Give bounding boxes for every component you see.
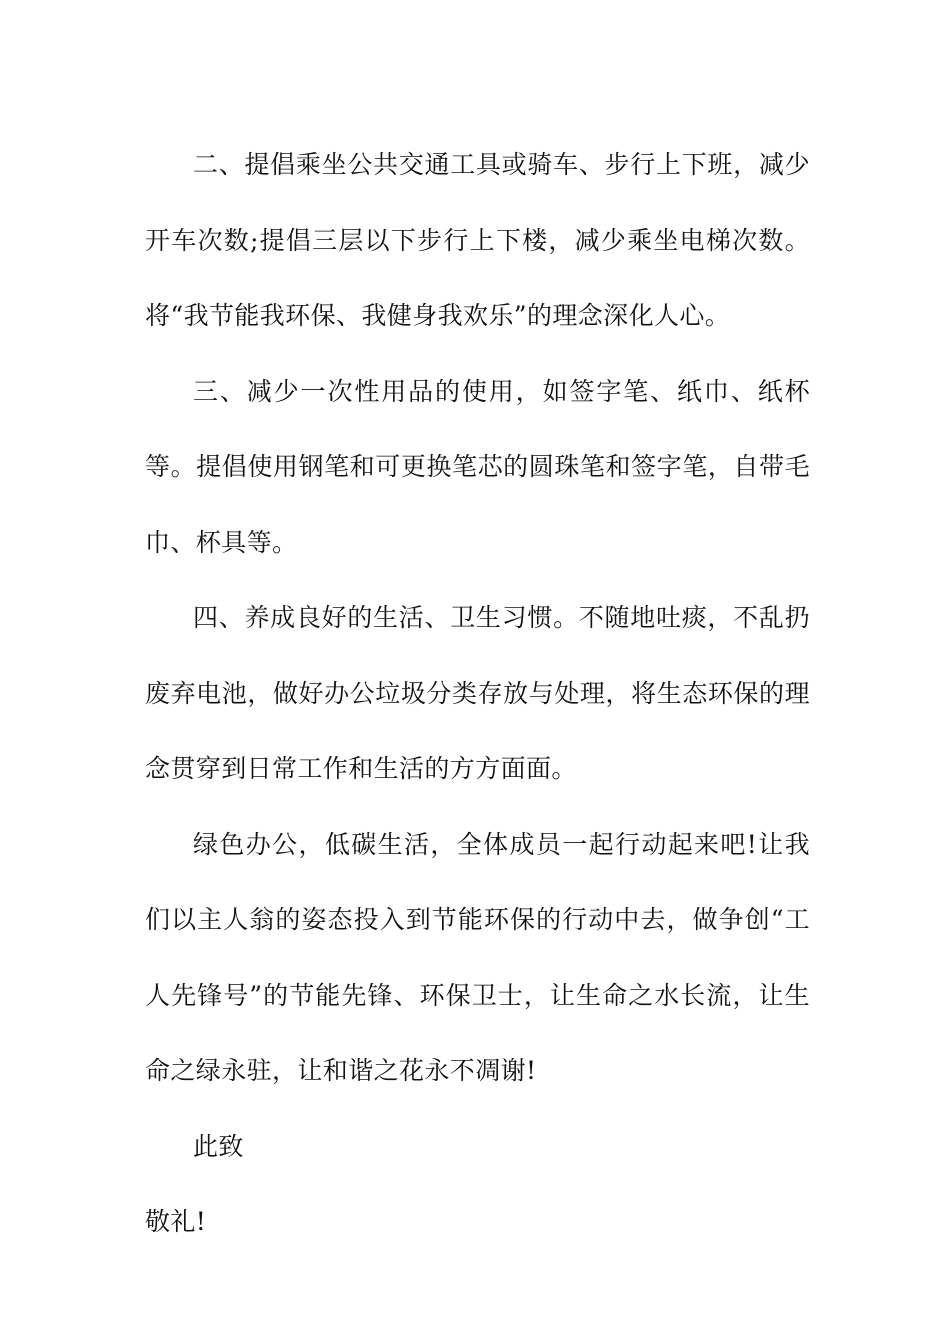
salutation: 敬礼! bbox=[145, 1207, 207, 1236]
document-body bbox=[145, 127, 810, 1260]
paragraph-measure-three: 三、减少一次性用品的使用，如签字笔、纸巾、纸杯等。提倡使用钢笔和可更换笔芯的圆珠笔和签字笔，自带毛巾、杯具等。 bbox=[145, 376, 810, 557]
closing-phrase: 此致 bbox=[193, 1131, 244, 1161]
paragraph-measure-two: 二、提倡乘坐公共交通工具或骑车、步行上下班，减少开车次数;提倡三层以下步行上下楼，减少乘坐电梯次数。将“我节能我环保、我健身我欢乐”的理念深化人心。 bbox=[145, 150, 810, 330]
paragraph-measure-four: 四、养成良好的生活、卫生习惯。不随地吐痰，不乱扔废弃电池，做好办公垃圾分类存放与处理，将生态环保的理念贯穿到日常工作和生活的方方面面。 bbox=[145, 603, 810, 783]
paragraph-call-to-action: 绿色办公，低碳生活，全体成员一起行动起来吧!让我们以主人翁的姿态投入到节能环保的行动中去，做争创“工人先锋号”的节能先锋、环保卫士，让生命之水长流，让生命之绿永驻，让和谐之花永不凋谢! bbox=[145, 829, 810, 1085]
